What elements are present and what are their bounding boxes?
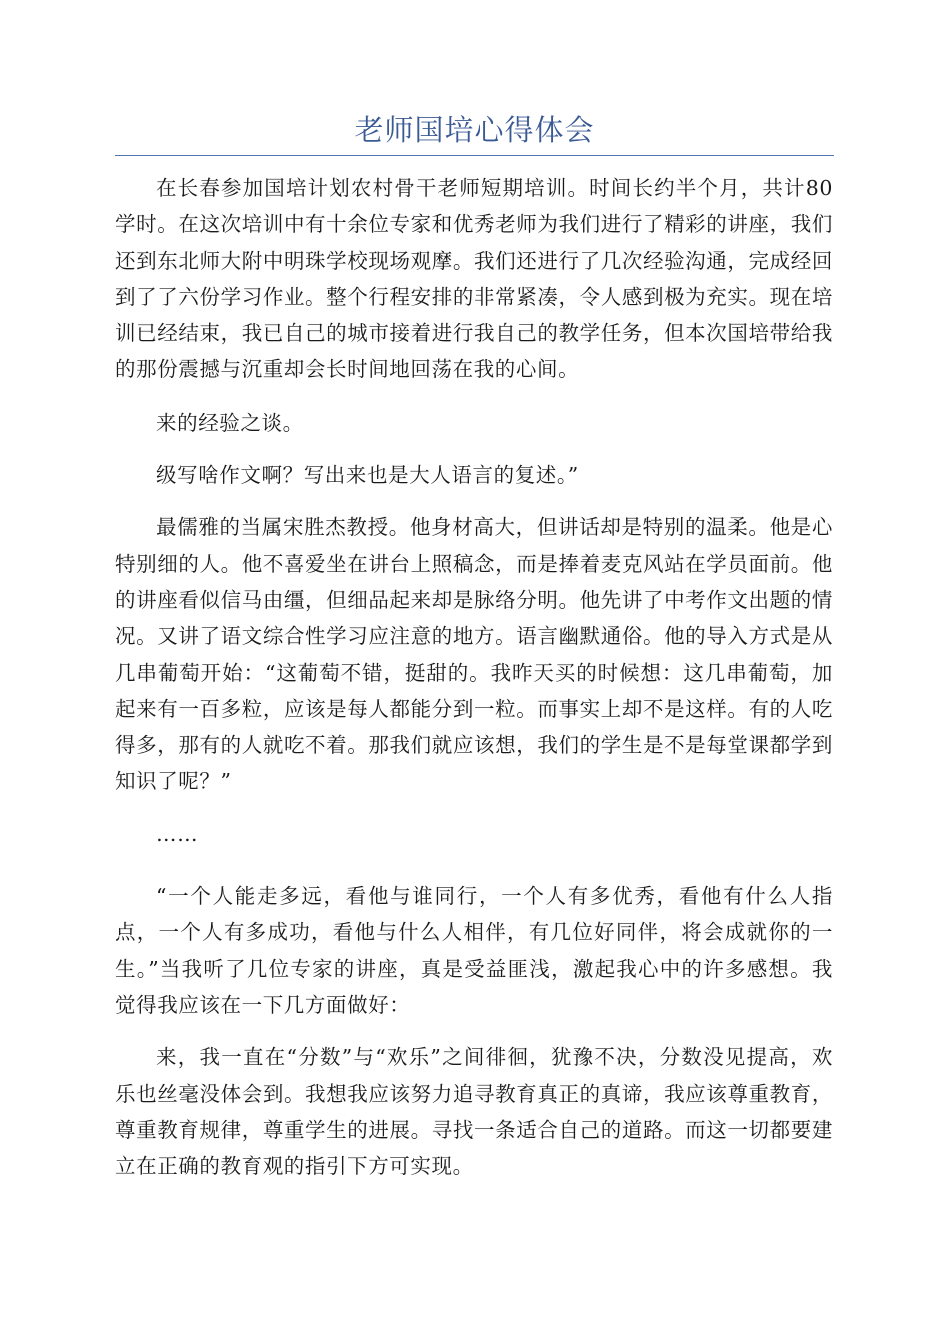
paragraph-experience: 来的经验之谈。 bbox=[156, 410, 304, 435]
title-underline bbox=[115, 155, 834, 156]
paragraph-quote-writing: 级写啥作文啊？写出来也是大人语言的复述。” bbox=[156, 463, 579, 488]
document-body bbox=[115, 170, 833, 1200]
document-title: 老师国培心得体会 bbox=[354, 113, 595, 147]
paragraph-professor: 最儒雅的当属宋胜杰教授。他身材高大，但讲话却是特别的温柔。他是心特别细的人。他不喜爱坐在讲台上照稿念，而是捧着麦克风站在学员面前。他的讲座看似信马由缰，但细品起来却是脉络分明。他先讲了中考作文出题的情况。又讲了语文综合性学习应注意的地方。语言幽默通俗。他的导入方式是从几串葡萄开始：“这葡萄不错，挺甜的。我昨天买的时候想：这几串葡萄，加起来有一百多粒，应该是每人都能分到一粒。而事实上却不是这样。有的人吃得多，那有的人就吃不着。那我们就应该想，我们的学生是不是每堂课都学到知识了呢？” bbox=[115, 515, 833, 794]
paragraph-intro: 在长春参加国培计划农村骨干老师短期培训。时间长约半个月，共计80学时。在这次培训中有十余位专家和优秀老师为我们进行了精彩的讲座，我们还到东北师大附中明珠学校现场观摩。我们还进行了几次经验沟通，完成经回到了了六份学习作业。整个行程安排的非常紧凑，令人感到极为充实。现在培训已经结束，我已自己的城市接着进行我自己的教学任务，但本次国培带给我的那份震撼与沉重却会长时间地回荡在我的心间。 bbox=[115, 176, 833, 382]
title-block bbox=[115, 108, 834, 156]
paragraph-ellipsis: …… bbox=[156, 821, 199, 846]
paragraph-companions-quote: “一个人能走多远，看他与谁同行，一个人有多优秀，看他有什么人指点，一个人有多成功，看他与什么人相伴，有几位好同伴，将会成就你的一生。”当我听了几位专家的讲座，真是受益匪浅，激起我心中的许多感想。我觉得我应该在一下几方面做好： bbox=[115, 884, 833, 1017]
paragraph-reflection: 来，我一直在“分数”与“欢乐”之间徘徊，犹豫不决，分数没见提高，欢乐也丝毫没体会到。我想我应该努力追寻教育真正的真谛，我应该尊重教育，尊重教育规律，尊重学生的进展。寻找一条适合自己的道路。而这一切都要建立在正确的教育观的指引下方可实现。 bbox=[115, 1045, 833, 1179]
